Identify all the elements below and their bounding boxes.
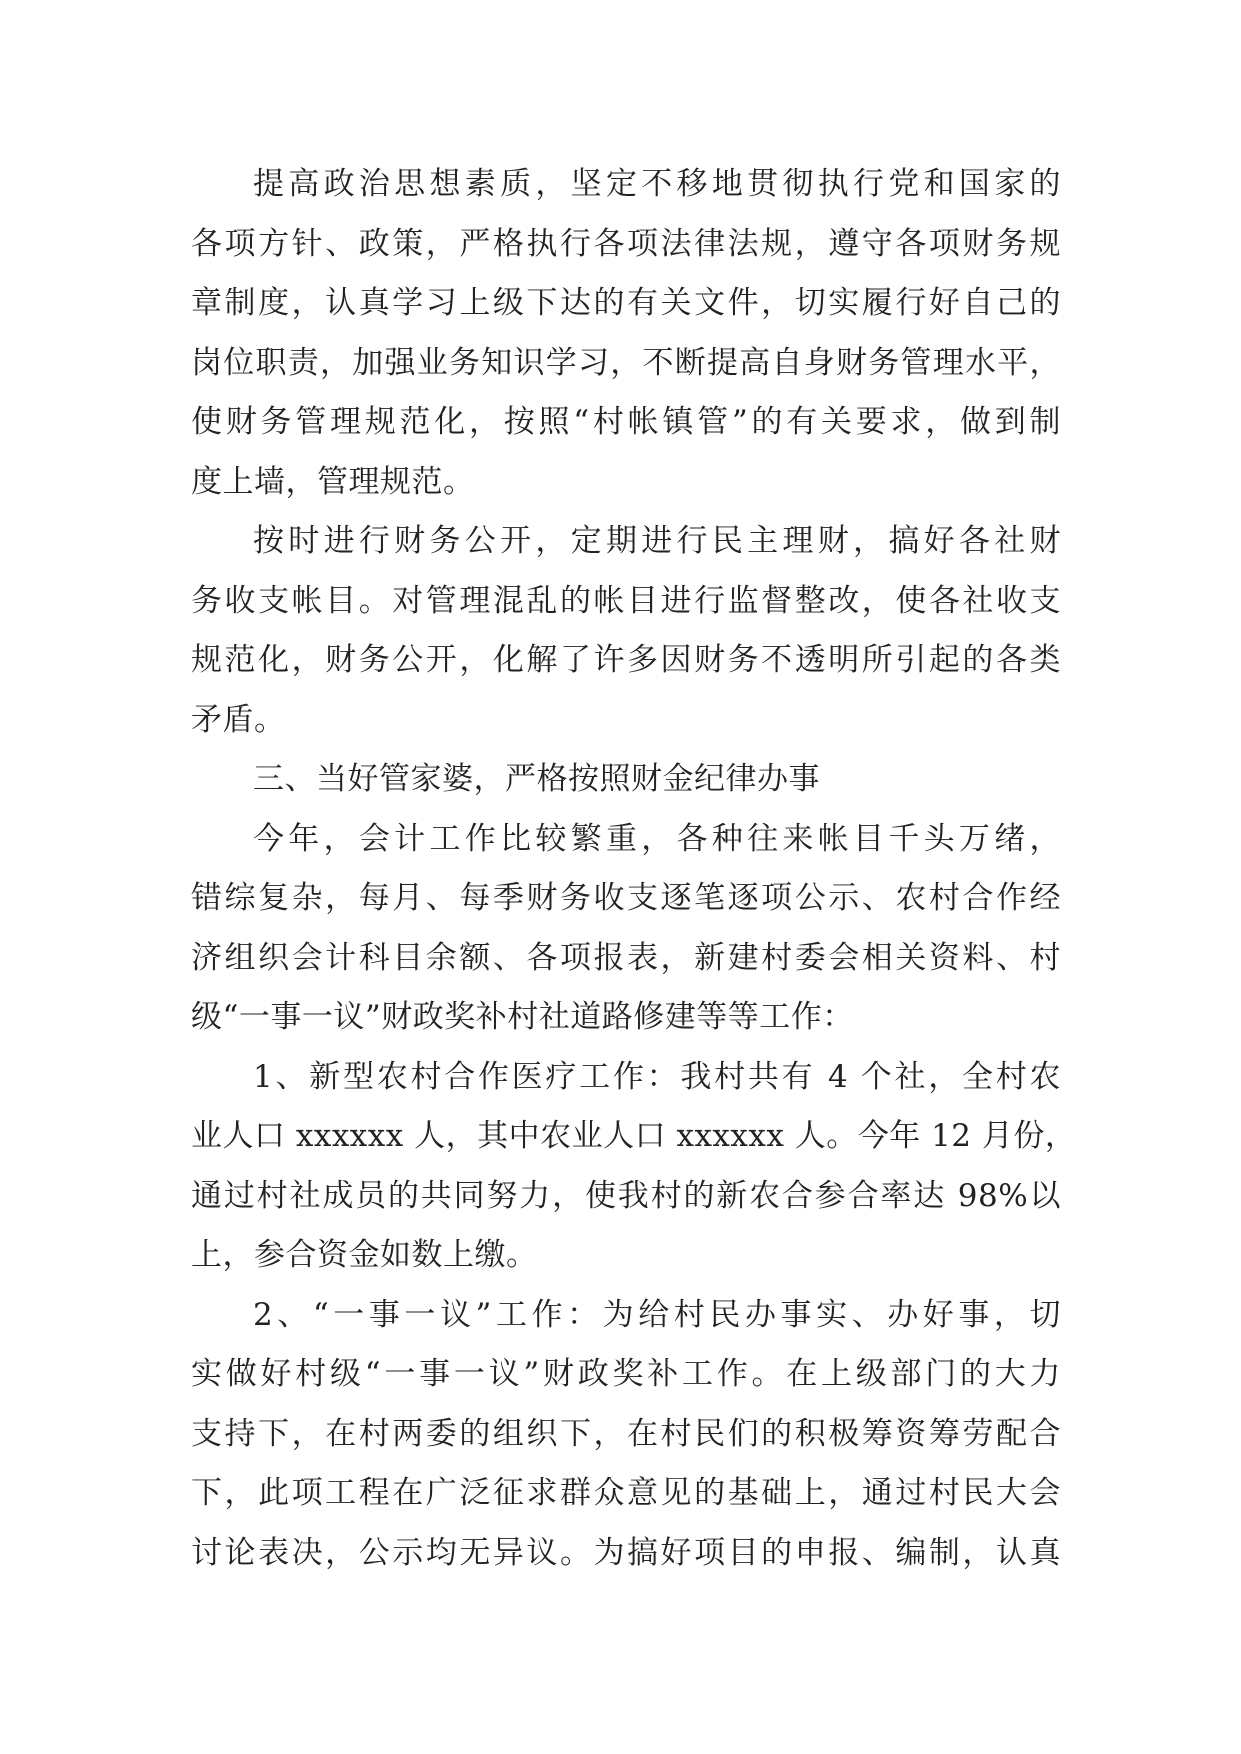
text-line: 2、“一事一议”工作：为给村民办事实、办好事，切 — [253, 1296, 1061, 1333]
text-line: 通过村社成员的共同努力，使我村的新农合参合率达 98%以 — [191, 1177, 1061, 1214]
text-line: 错综复杂，每月、每季财务收支逐笔逐项公示、农村合作经 — [191, 880, 1061, 916]
text-line: 提高政治思想素质，坚定不移地贯彻执行党和国家的 — [253, 166, 1061, 202]
text-line: 下，此项工程在广泛征求群众意见的基础上，通过村民大会 — [191, 1475, 1061, 1511]
paragraph-one-matter-one-discussion — [191, 1286, 1061, 1584]
text-line: 上，参合资金如数上缴。 — [191, 1237, 538, 1273]
text-line: 规范化，财务公开，化解了许多因财务不透明所引起的各类 — [191, 642, 1061, 678]
document-body — [191, 155, 1077, 1583]
text-line: 章制度，认真学习上级下达的有关文件，切实履行好自己的 — [191, 285, 1061, 321]
text-line: 级“一事一议”财政奖补村社道路修建等等工作： — [191, 999, 854, 1035]
section-heading-3 — [191, 750, 1061, 810]
text-line: 济组织会计科目余额、各项报表，新建村委会相关资料、村 — [191, 939, 1061, 976]
text-line: 度上墙，管理规范。 — [191, 463, 475, 500]
text-line: 各项方针、政策，严格执行各项法律法规，遵守各项财务规 — [191, 225, 1061, 262]
text-line: 讨论表决，公示均无异议。为搞好项目的申报、编制，认真 — [191, 1534, 1061, 1571]
paragraph-financial-disclosure — [191, 512, 1061, 750]
paragraph-rural-medical — [191, 1048, 1077, 1286]
text-line: 务收支帐目。对管理混乱的帐目进行监督整改，使各社收支 — [191, 582, 1061, 619]
paragraph-political-quality — [191, 155, 1061, 512]
text-line: 矛盾。 — [191, 701, 286, 738]
text-line: 业人口 xxxxxx 人，其中农业人口 xxxxxx 人。今年 12 月份， — [191, 1118, 1077, 1154]
text-line: 支持下，在村两委的组织下，在村民们的积极筹资筹劳配合 — [191, 1415, 1061, 1452]
text-line: 按时进行财务公开，定期进行民主理财，搞好各社财 — [253, 523, 1061, 559]
paragraph-accounting-work — [191, 810, 1061, 1048]
section-heading: 三、当好管家婆，严格按照财金纪律办事 — [253, 761, 820, 797]
text-line: 使财务管理规范化，按照“村帐镇管”的有关要求，做到制 — [191, 404, 1061, 440]
text-line: 岗位职责，加强业务知识学习，不断提高自身财务管理水平， — [191, 344, 1061, 381]
text-line: 实做好村级“一事一议”财政奖补工作。在上级部门的大力 — [191, 1356, 1061, 1392]
text-line: 今年，会计工作比较繁重，各种往来帐目千头万绪， — [253, 820, 1061, 857]
text-line: 1、新型农村合作医疗工作：我村共有 4 个社，全村农 — [253, 1058, 1061, 1095]
